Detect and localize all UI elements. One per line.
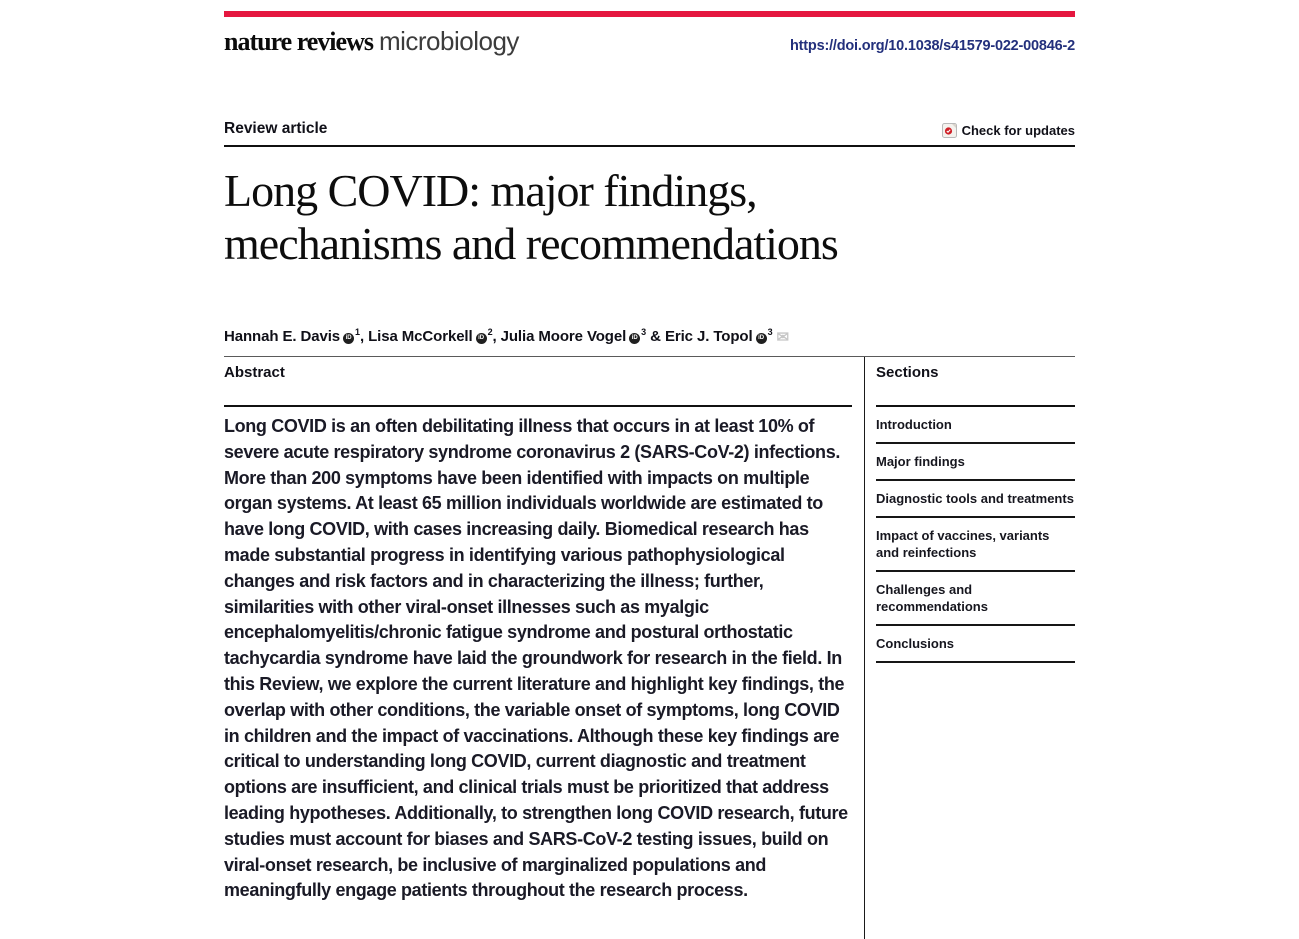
journal-name: microbiology	[378, 26, 519, 56]
affiliation-superscript: 3	[767, 327, 773, 337]
journal-accent-bar	[224, 11, 1075, 17]
affiliation-superscript: 2	[487, 327, 493, 337]
sidebar-item-challenges-and-recommendations[interactable]: Challenges and recommendations	[876, 572, 1075, 626]
orcid-icon[interactable]: iD	[756, 333, 767, 344]
masthead	[224, 26, 1075, 57]
main-content	[224, 357, 1075, 939]
email-envelope-icon[interactable]: ✉	[776, 329, 789, 346]
article-page	[224, 0, 1075, 939]
orcid-icon[interactable]: iD	[476, 333, 487, 344]
article-type-label: Review article	[224, 120, 328, 137]
sections-list	[876, 407, 1075, 663]
abstract-text: Long COVID is an often debilitating illness that occurs in at least 10% of severe acute respiratory syndrome coronavirus 2 (SARS-CoV-2) infections. More than 200 symptoms have been identified with impacts on multiple organ systems. At least 65 million individuals worldwide are estimated to have long COVID, with cases increasing daily. Biomedical research has made substantial progress in identifying various pathophysiological changes and risk factors and in characterizing the illness; further, similarities with other viral-onset illnesses such as myalgic encephalomyelitis/chronic fatigue syndrome and postural orthostatic tachycardia syndrome have laid the groundwork for research in the field. In this Review, we explore the current literature and highlight key findings, the overlap with other conditions, the variable onset of symptoms, long COVID in children and the impact of vaccinations. Although these key findings are critical to understanding long COVID, current diagnostic and treatment options are insufficient, and clinical trials must be prioritized that address leading hypotheses. Additionally, to strengthen long COVID research, future studies must account for biases and SARS-CoV-2 testing issues, build on viral-onset research, be inclusive of marginalized populations and meaningfully engage patients throughout the research process.	[224, 416, 848, 901]
sidebar-item-major-findings[interactable]: Major findings	[876, 444, 1075, 481]
author-name: Lisa McCorkell	[368, 328, 473, 345]
author-name: Julia Moore Vogel	[500, 328, 627, 345]
journal-brand: nature reviews	[224, 27, 373, 56]
crossmark-icon	[942, 123, 957, 138]
orcid-icon[interactable]: iD	[343, 333, 354, 344]
sections-heading: Sections	[876, 357, 1075, 407]
author-name: Hannah E. Davis	[224, 328, 341, 345]
check-for-updates-label: Check for updates	[961, 123, 1075, 138]
abstract-heading: Abstract	[224, 357, 852, 407]
article-title: Long COVID: major findings, mechanisms and recommendations	[224, 165, 838, 269]
abstract-column	[224, 357, 864, 939]
affiliation-superscript: 3	[641, 327, 647, 337]
sidebar-item-introduction[interactable]: Introduction	[876, 407, 1075, 444]
doi-link[interactable]: https://doi.org/10.1038/s41579-022-00846-2	[790, 38, 1075, 54]
sidebar-item-diagnostic-tools-and-treatments[interactable]: Diagnostic tools and treatments	[876, 481, 1075, 518]
orcid-icon[interactable]: iD	[629, 333, 640, 344]
sidebar-item-conclusions[interactable]: Conclusions	[876, 626, 1075, 663]
sidebar-item-impact-of-vaccines-variants-and-reinfections[interactable]: Impact of vaccines, variants and reinfections	[876, 518, 1075, 572]
sections-sidebar	[865, 357, 1075, 939]
kicker-row	[224, 120, 1075, 147]
check-for-updates-button[interactable]	[942, 123, 1075, 138]
author-name: Eric J. Topol	[664, 328, 753, 345]
journal-logo	[224, 26, 519, 57]
author-list: Hannah E. Davis $iD^1$, Lisa McCorkell $iD^2$, Julia Moore Vogel $iD^3$ & Eric J. Topol $iD^3$ ✉	[224, 327, 789, 346]
affiliation-superscript: 1	[355, 327, 360, 337]
